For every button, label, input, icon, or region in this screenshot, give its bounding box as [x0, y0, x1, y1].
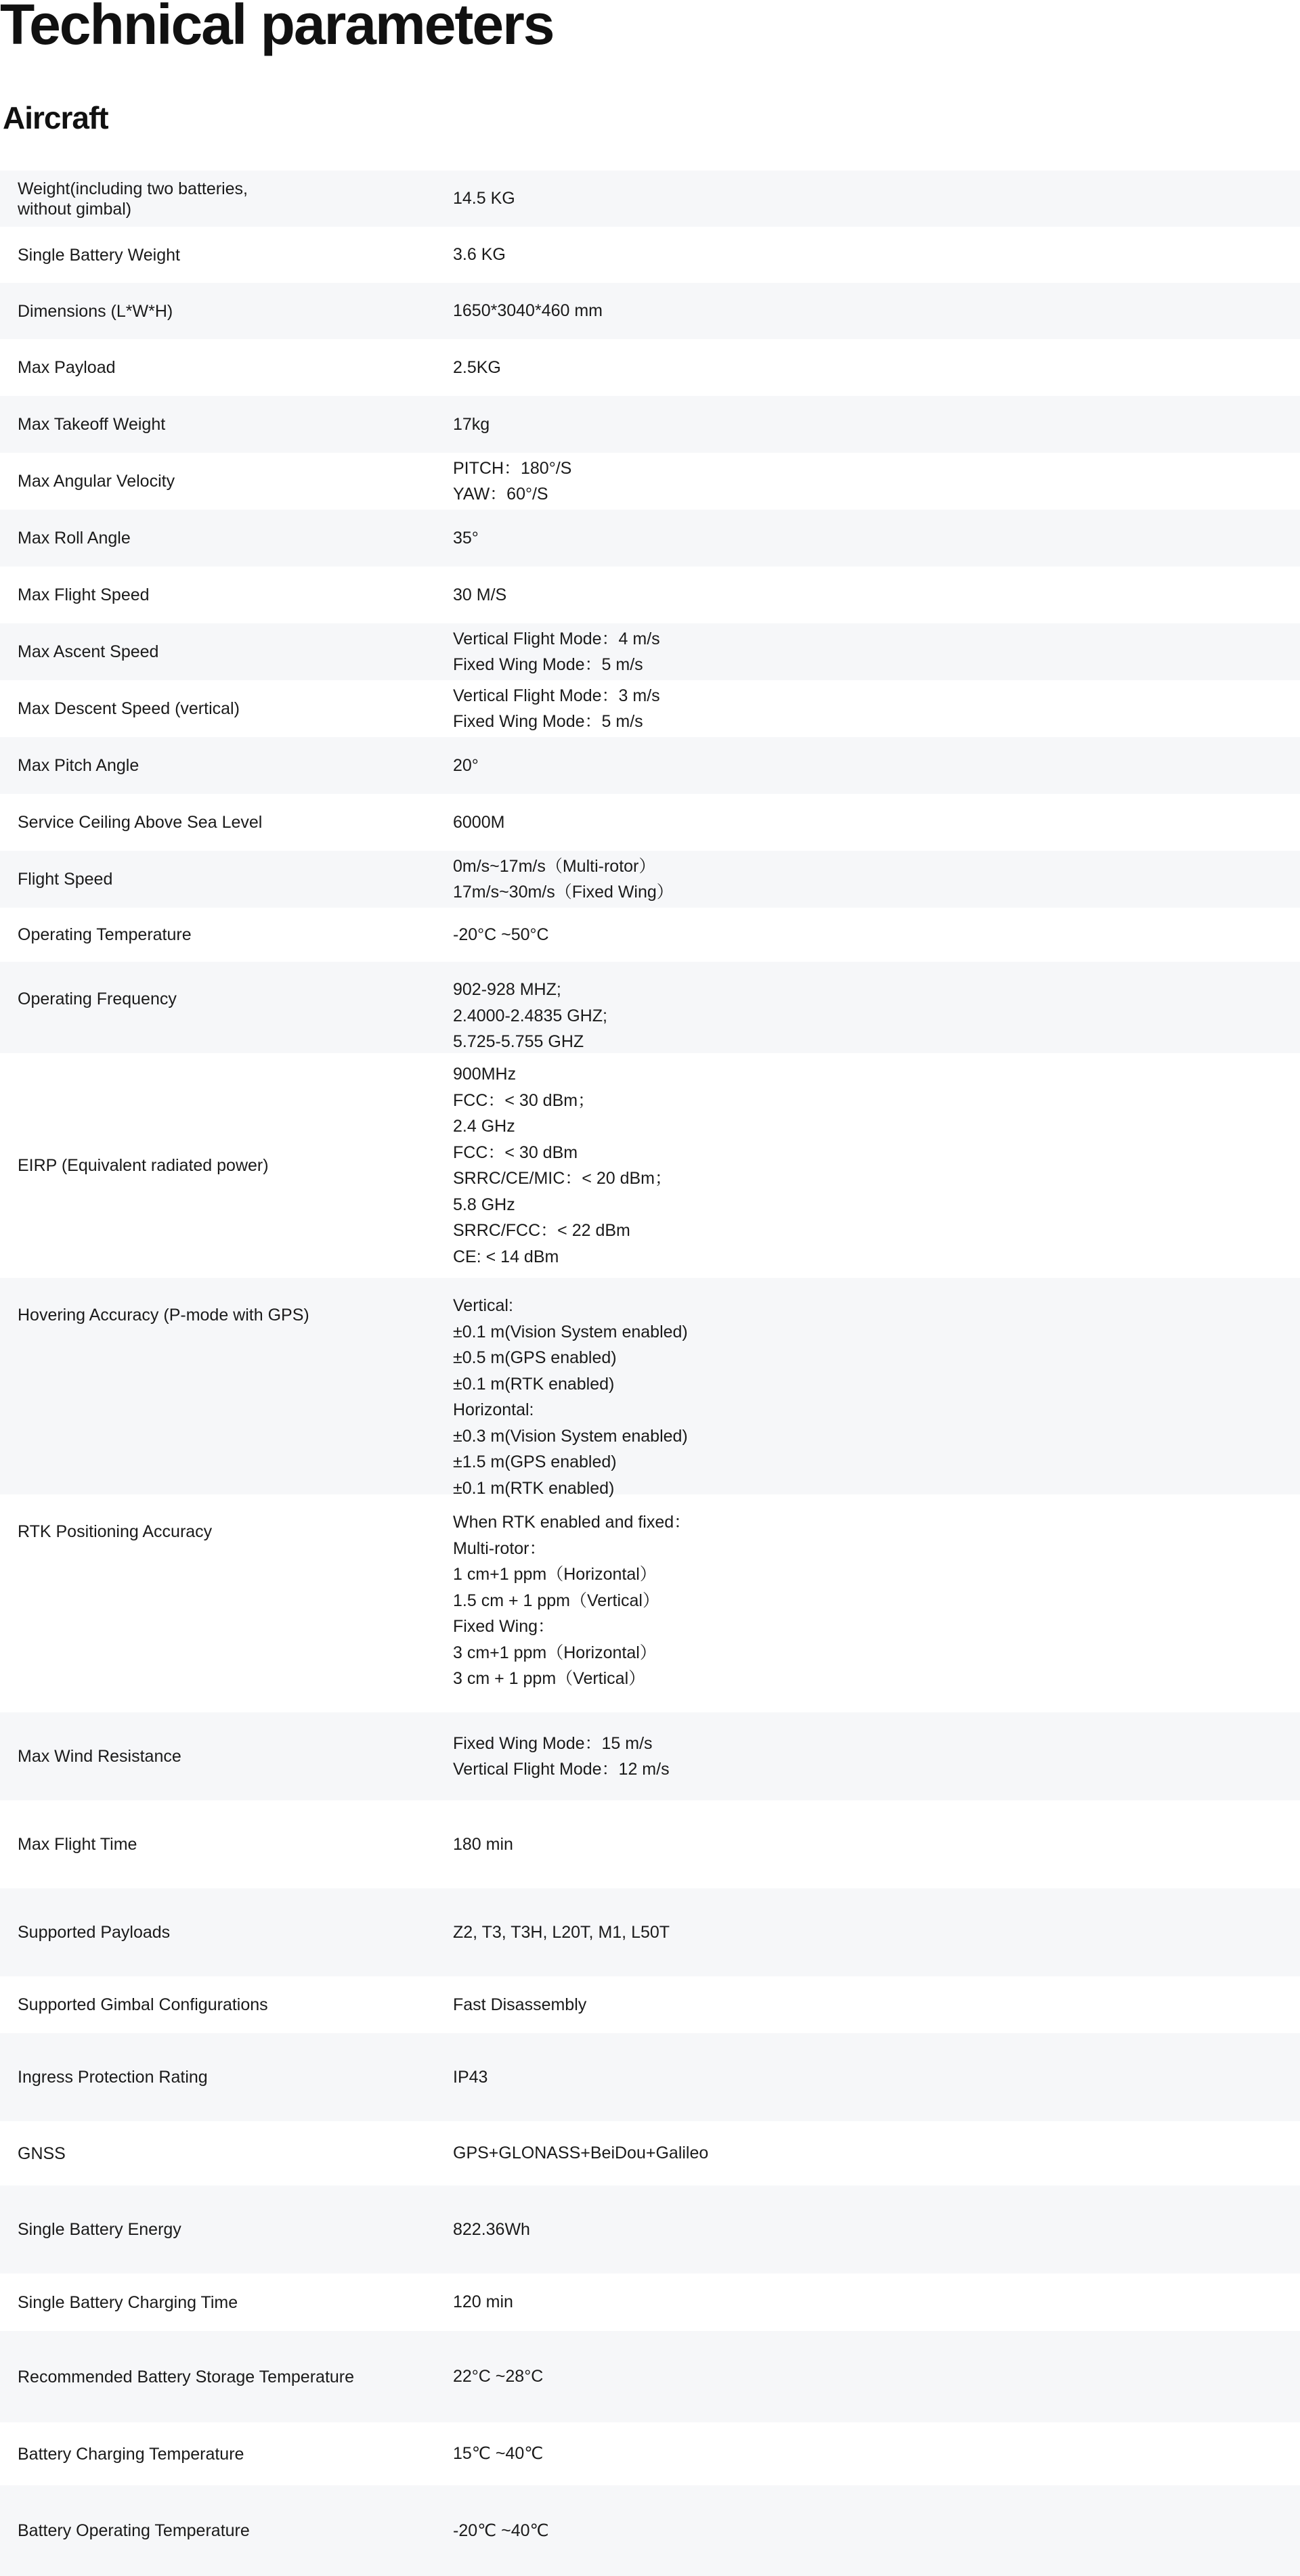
spec-label: GNSS	[18, 2144, 66, 2163]
spec-value: IP43	[453, 2067, 488, 2087]
spec-label: Ingress Protection Rating	[18, 2068, 208, 2087]
spec-label: Battery Charging Temperature	[18, 2444, 244, 2464]
section-title-aircraft: Aircraft	[3, 100, 108, 135]
spec-label: Operating Temperature	[18, 925, 192, 944]
spec-label: Max Wind Resistance	[18, 1747, 181, 1766]
spec-label: Dimensions (L*W*H)	[18, 301, 173, 321]
spec-row	[0, 2331, 1300, 2422]
spec-label: Max Descent Speed (vertical)	[18, 699, 240, 718]
spec-value: 3.6 KG	[453, 245, 506, 265]
spec-value: 30 M/S	[453, 585, 507, 604]
spec-value: Fast Disassembly	[453, 1995, 587, 2014]
spec-value: 15℃ ~40℃	[453, 2444, 544, 2464]
spec-row	[0, 680, 1300, 737]
spec-label: Operating Frequency	[18, 990, 177, 1008]
spec-row	[0, 2422, 1300, 2485]
spec-row	[0, 396, 1300, 453]
spec-label: Hovering Accuracy (P-mode with GPS)	[18, 1306, 309, 1325]
spec-value: 6000M	[453, 812, 505, 832]
spec-row	[0, 1800, 1300, 1888]
spec-row	[0, 171, 1300, 227]
spec-value: 0m/s~17m/s（Multi-rotor） 17m/s~30m/s（Fixed Wing）	[453, 856, 674, 902]
spec-value: 22°C ~28°C	[453, 2367, 544, 2386]
spec-label: EIRP (Equivalent radiated power)	[18, 1156, 269, 1175]
spec-label: Max Roll Angle	[18, 529, 131, 548]
spec-value: Z2, T3, T3H, L20T, M1, L50T	[453, 1922, 670, 1942]
spec-value: 1650*3040*460 mm	[453, 301, 603, 321]
spec-label: Service Ceiling Above Sea Level	[18, 813, 263, 832]
spec-label: Max Angular Velocity	[18, 472, 175, 491]
spec-label: Battery Operating Temperature	[18, 2521, 250, 2540]
spec-row	[0, 227, 1300, 283]
spec-row	[0, 623, 1300, 680]
spec-row	[0, 2121, 1300, 2185]
spec-value: Vertical Flight Mode：3 m/s Fixed Wing Mode：5 m/s	[453, 686, 660, 731]
spec-row	[0, 1712, 1300, 1800]
spec-row	[0, 2185, 1300, 2273]
spec-label: Flight Speed	[18, 870, 113, 889]
spec-row	[0, 1888, 1300, 1976]
spec-row	[0, 2485, 1300, 2576]
spec-label: Supported Gimbal Configurations	[18, 1995, 268, 2014]
spec-row	[0, 2273, 1300, 2331]
spec-value: 17kg	[453, 414, 490, 434]
spec-value: 902-928 MHZ; 2.4000-2.4835 GHZ; 5.725-5.755 GHZ	[453, 980, 607, 1051]
spec-value: Fixed Wing Mode：15 m/s Vertical Flight Mode：12 m/s	[453, 1733, 670, 1779]
spec-label: Single Battery Charging Time	[18, 2292, 238, 2312]
spec-row	[0, 567, 1300, 623]
spec-row	[0, 962, 1300, 1053]
spec-row	[0, 283, 1300, 339]
spec-value: PITCH：180°/S YAW：60°/S	[453, 458, 572, 504]
spec-row	[0, 1494, 1300, 1712]
spec-row	[0, 737, 1300, 794]
spec-row	[0, 1053, 1300, 1278]
spec-label: RTK Positioning Accuracy	[18, 1522, 213, 1541]
spec-label: Single Battery Energy	[18, 2220, 181, 2239]
spec-table	[0, 171, 1300, 2576]
spec-value: 120 min	[453, 2292, 513, 2312]
spec-value: 180 min	[453, 1834, 513, 1854]
spec-value: -20℃ ~40℃	[453, 2521, 549, 2540]
spec-value: When RTK enabled and fixed： Multi-rotor： 1 cm+1 ppm（Horizontal） 1.5 cm + 1 ppm（Vertical） Fixed Wing： 3 cm+1 ppm（Horizontal） 3 cm + 1 ppm（Vertical）	[453, 1513, 691, 1688]
spec-label: Supported Payloads	[18, 1923, 171, 1942]
spec-row	[0, 510, 1300, 567]
spec-row	[0, 794, 1300, 851]
spec-value: Vertical: ±0.1 m(Vision System enabled) ±0.5 m(GPS enabled) ±0.1 m(RTK enabled) Horizontal: ±0.3 m(Vision System enabled) ±1.5 m(GPS enabled) ±0.1 m(RTK enabled)	[453, 1296, 688, 1498]
spec-value: GPS+GLONASS+BeiDou+Galileo	[453, 2144, 709, 2163]
spec-label: Recommended Battery Storage Temperature	[18, 2367, 355, 2386]
spec-row	[0, 1976, 1300, 2033]
spec-label: Max Takeoff Weight	[18, 415, 166, 434]
spec-value: 900MHz FCC：< 30 dBm； 2.4 GHz FCC：< 30 dBm SRRC/CE/MIC：< 20 dBm； 5.8 GHz SRRC/FCC：< 22 dBm CE: < 14 dBm	[453, 1065, 672, 1266]
spec-label: Max Flight Speed	[18, 585, 150, 604]
spec-row	[0, 851, 1300, 908]
spec-value: 14.5 KG	[453, 189, 515, 208]
spec-value: 35°	[453, 528, 479, 548]
spec-row	[0, 339, 1300, 396]
spec-label: Max Flight Time	[18, 1835, 137, 1854]
spec-row	[0, 2033, 1300, 2121]
spec-label: Max Ascent Speed	[18, 642, 159, 661]
spec-row	[0, 1278, 1300, 1498]
spec-value: 822.36Wh	[453, 2219, 530, 2239]
spec-value: 2.5KG	[453, 357, 501, 377]
spec-value: -20°C ~50°C	[453, 925, 549, 944]
spec-value: Vertical Flight Mode：4 m/s Fixed Wing Mode：5 m/s	[453, 629, 660, 674]
spec-label: Weight(including two batteries, without gimbal)	[18, 179, 248, 219]
spec-label: Max Payload	[18, 358, 116, 377]
page-title: Technical parameters	[0, 0, 554, 56]
spec-value: 20°	[453, 755, 479, 775]
spec-row	[0, 908, 1300, 962]
spec-label: Single Battery Weight	[18, 245, 180, 265]
spec-row	[0, 453, 1300, 510]
spec-label: Max Pitch Angle	[18, 756, 139, 775]
